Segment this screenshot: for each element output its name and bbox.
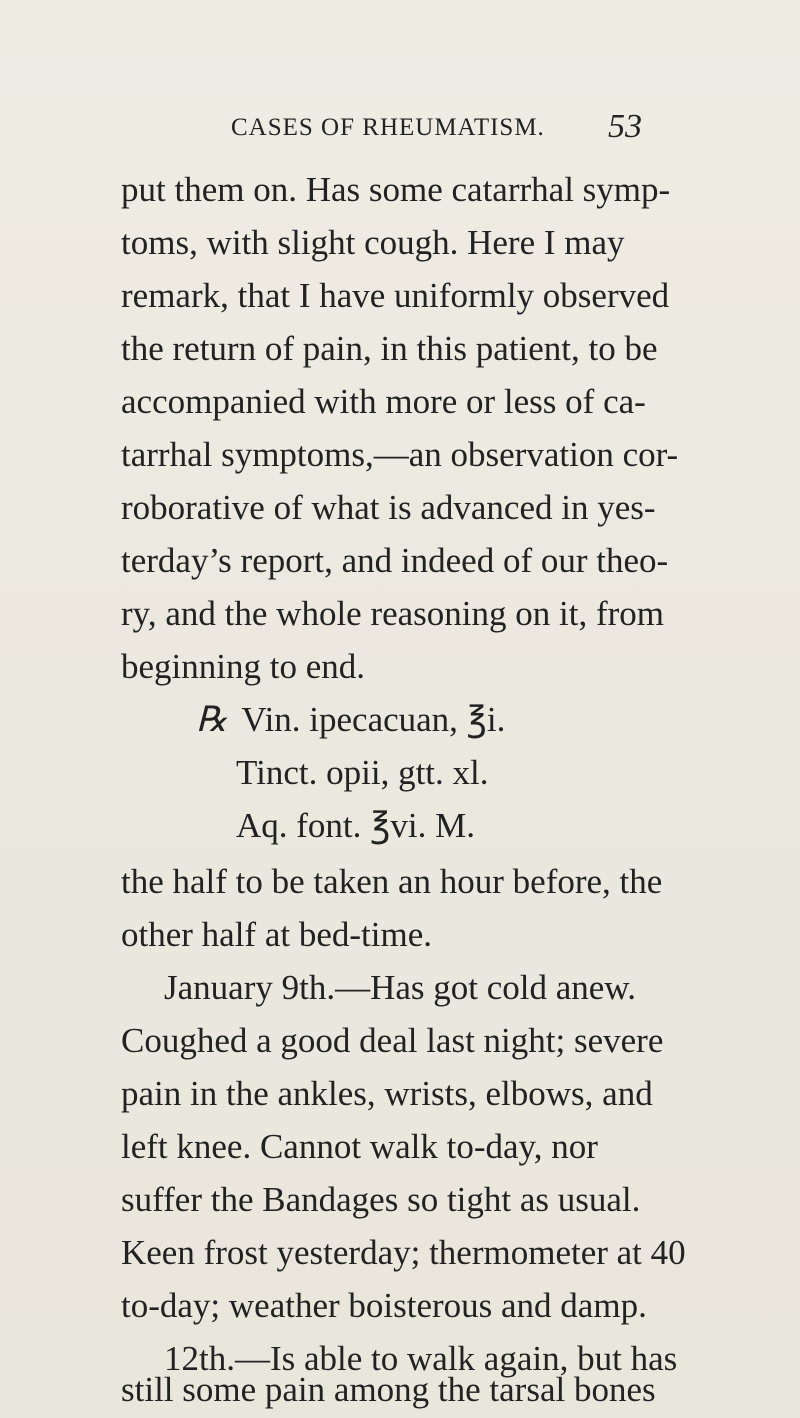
prescription-text: Vin. ipecacuan, ℥i. (241, 700, 506, 739)
rx-symbol: ℞ (196, 700, 228, 739)
prescription-line (196, 700, 505, 740)
text-line: the return of pain, in this patient, to be (121, 329, 658, 368)
text-line: terday’s report, and indeed of our theo- (121, 541, 669, 580)
text-line: tarrhal symptoms,—an observation cor- (121, 435, 679, 474)
text-line: Keen frost yesterday; thermometer at 40 (121, 1233, 686, 1272)
text-line: January 9th.—Has got cold anew. (164, 968, 637, 1007)
text-line: the half to be taken an hour before, the (121, 862, 663, 901)
page-number: 53 (608, 108, 642, 145)
prescription-line: Aq. font. ℥vi. M. (236, 806, 475, 845)
text-line: remark, that I have uniformly observed (121, 276, 670, 315)
text-line: pain in the ankles, wrists, elbows, and (121, 1074, 653, 1113)
text-line: 12th.—Is able to walk again, but has (164, 1339, 678, 1378)
running-title: CASES OF RHEUMATISM. (231, 114, 545, 141)
text-line: toms, with slight cough. Here I may (121, 223, 625, 262)
text-line: Coughed a good deal last night; severe (121, 1021, 664, 1060)
text-line: suffer the Bandages so tight as usual. (121, 1180, 641, 1219)
text-line: put them on. Has some catarrhal symp- (121, 170, 671, 209)
prescription-line: Tinct. opii, gtt. xl. (236, 753, 489, 792)
text-line: other half at bed-time. (121, 915, 432, 954)
page-header (0, 108, 800, 148)
text-line: roborative of what is advanced in yes- (121, 488, 656, 527)
text-line: accompanied with more or less of ca- (121, 382, 646, 421)
text-line: ry, and the whole reasoning on it, from (121, 594, 665, 633)
text-line: left knee. Cannot walk to-day, nor (121, 1127, 598, 1166)
text-line: still some pain among the tarsal bones (121, 1370, 656, 1409)
text-line: to-day; weather boisterous and damp. (121, 1286, 647, 1325)
text-line: beginning to end. (121, 647, 365, 686)
